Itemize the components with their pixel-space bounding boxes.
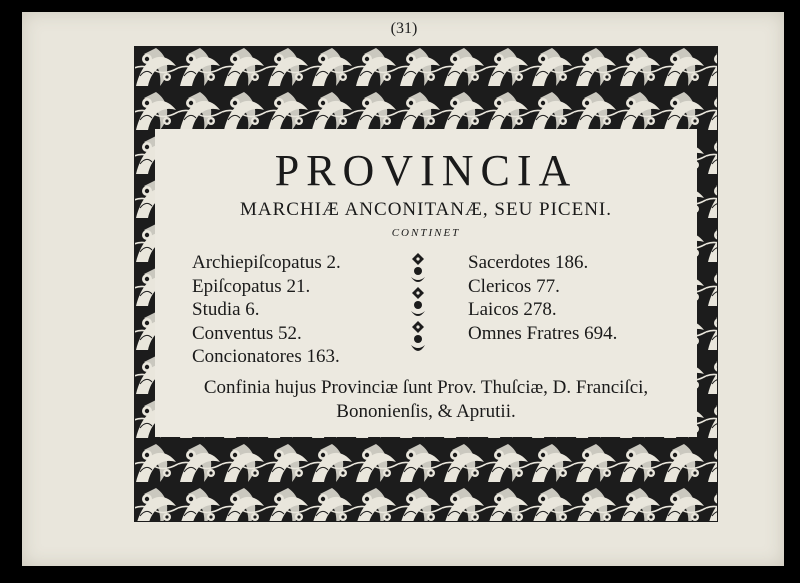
list-item: Conventus 52. [192,322,302,344]
confinia-text [155,376,697,424]
list-item: Studia 6. [192,299,260,320]
list-item: Archiepiſcopatus 2. [192,252,341,273]
list-item: Concionatores 163. [192,346,340,367]
page-title: PROVINCIA [274,146,578,195]
list-item: Clericos 77. [468,275,560,297]
page-number: (31) [390,20,418,37]
left-column-list [192,251,341,369]
confinia-line-1: Confinia hujus Provinciæ ſunt Prov. Thuſciæ, D. Franciſci, [203,377,649,398]
continet-label: CONTINET [391,227,461,239]
list-item: Sacerdotes 186. [468,252,589,273]
list-item: Laicos 278. [468,299,557,320]
document-page [22,12,784,566]
province-subtitle: MARCHIÆ ANCONITANÆ, SEU PICENI. [239,199,613,220]
list-item: Epiſcopatus 21. [192,275,311,297]
text-panel [155,129,697,437]
list-item: Omnes Fratres 694. [468,322,618,344]
ornament-column-icon [407,251,429,359]
confinia-line-2: Bononienſis, & Aprutii. [336,401,516,422]
right-column-list [468,251,617,345]
